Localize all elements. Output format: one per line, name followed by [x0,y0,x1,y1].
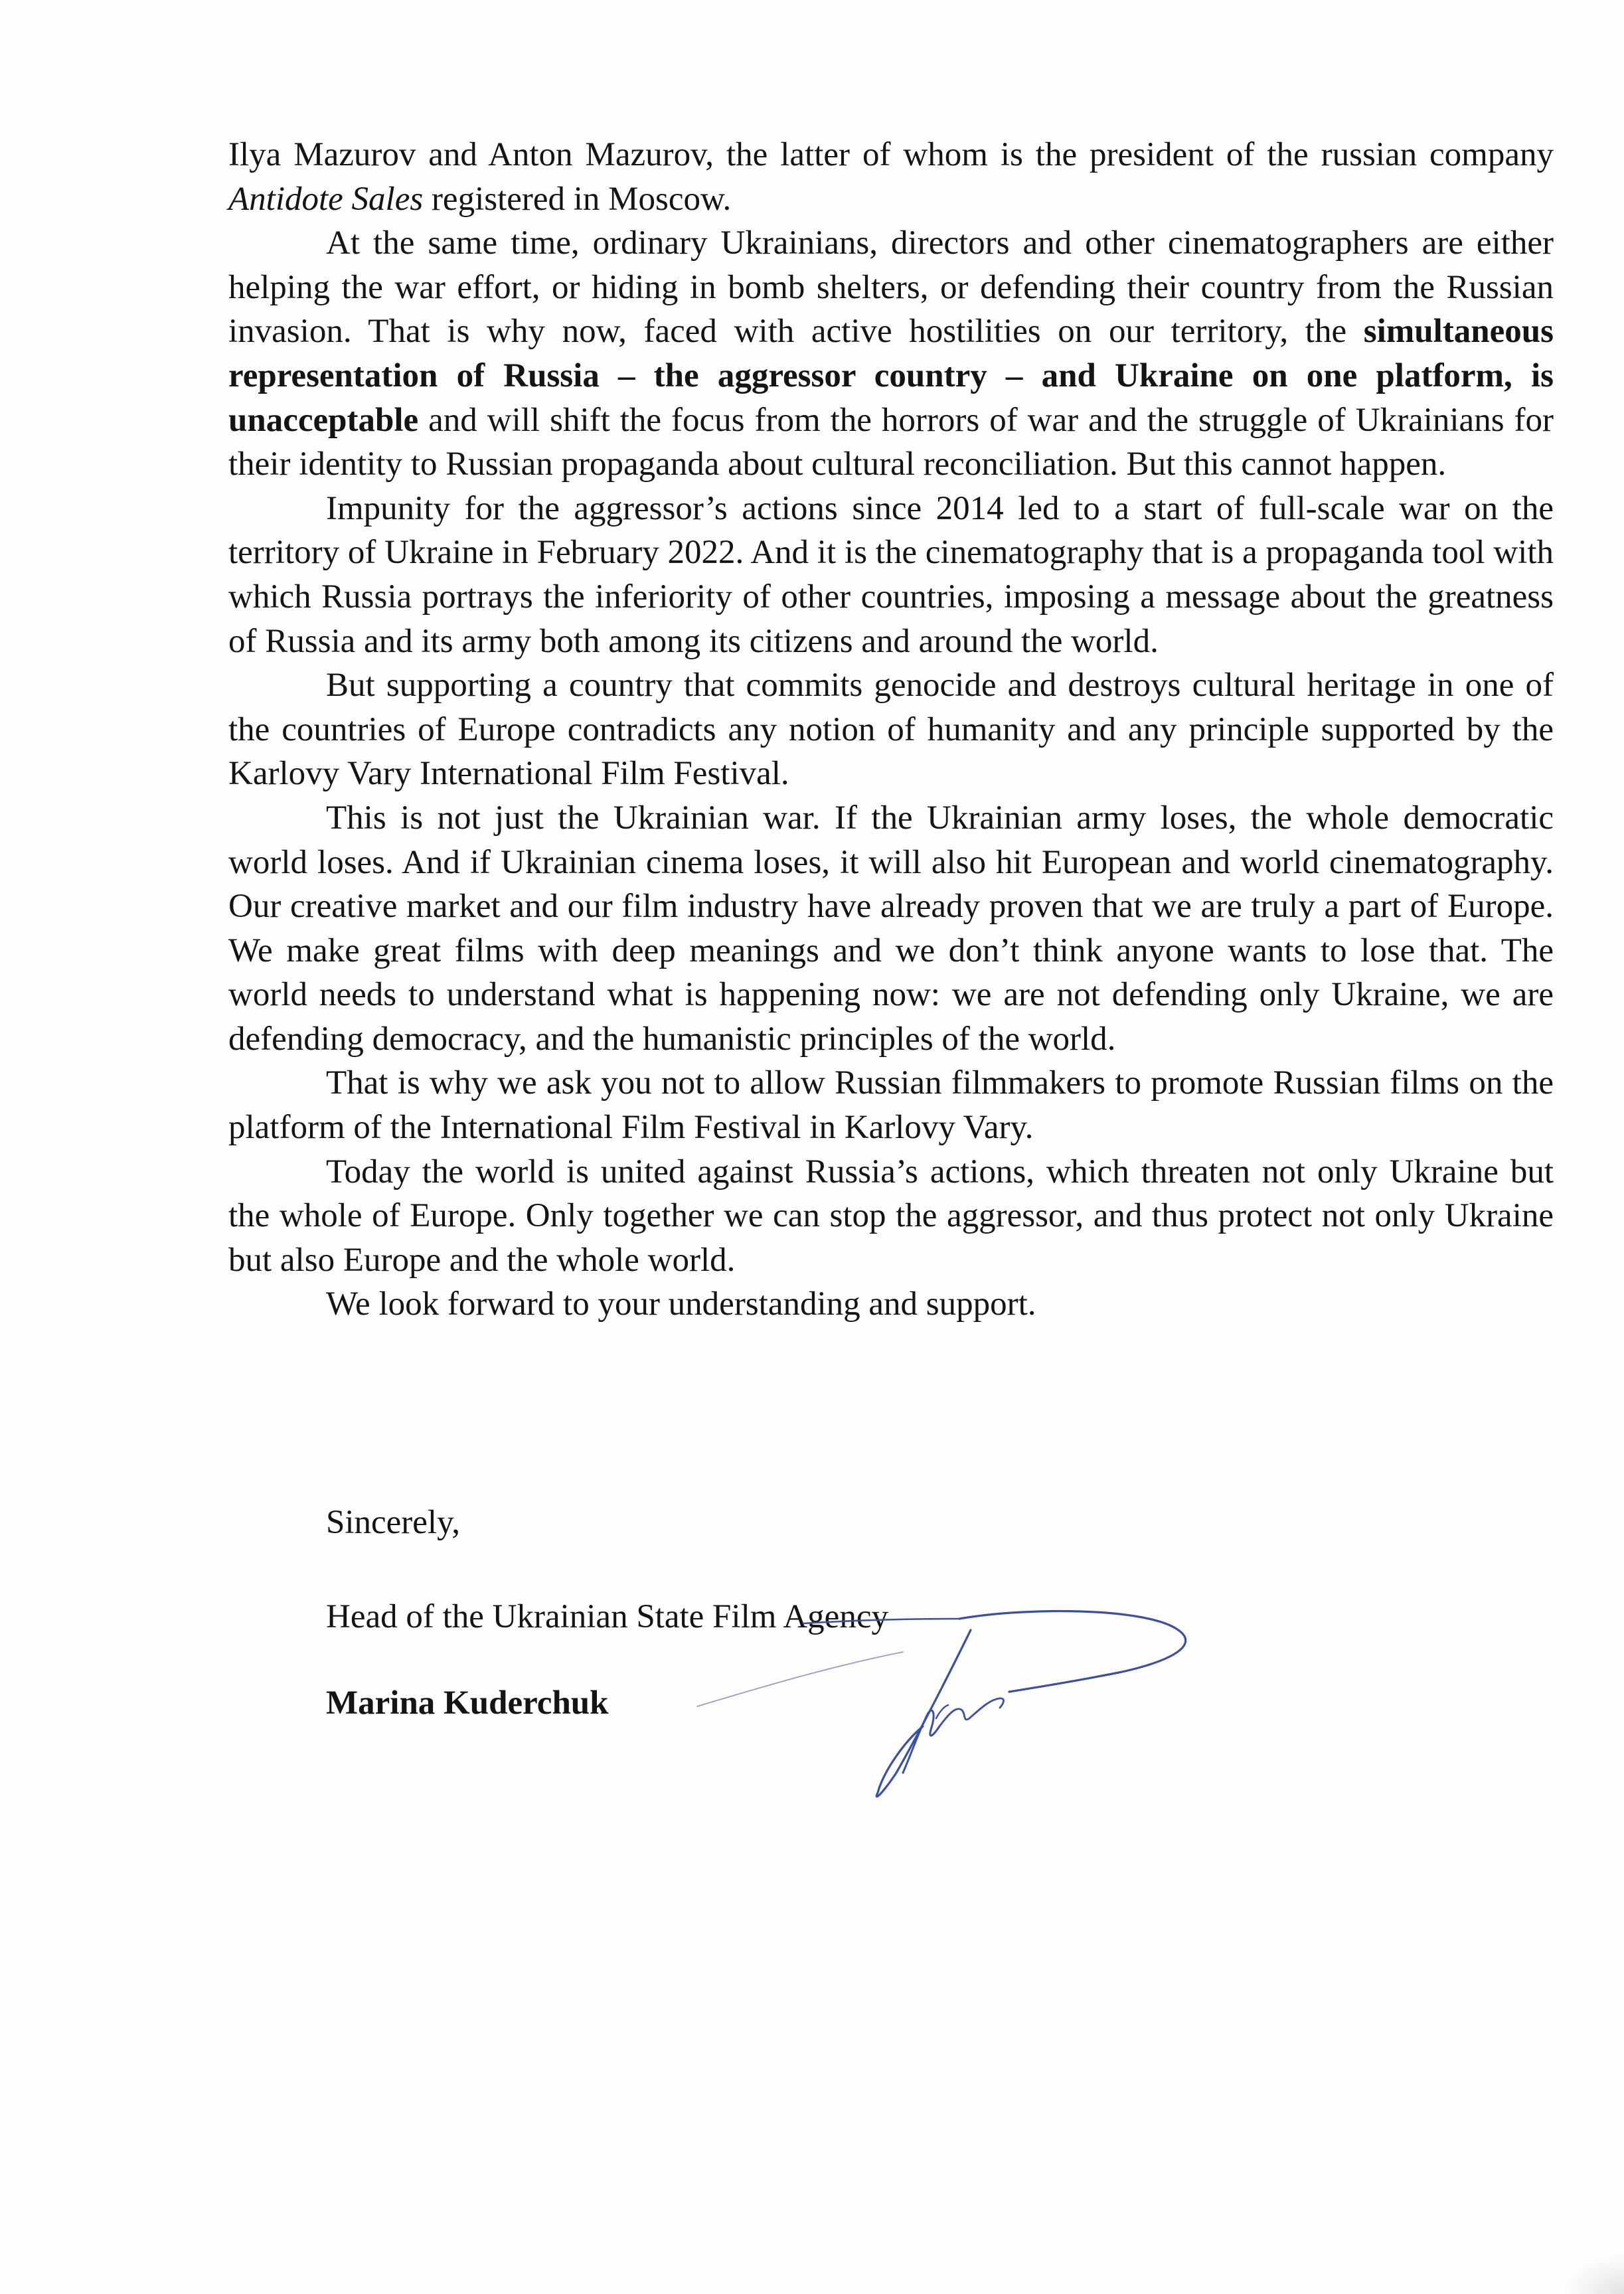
company-name: Antidote Sales [228,180,424,218]
page-corner-shadow [1564,2254,1624,2294]
paragraph-5: This is not just the Ukrainian war. If the Ukrainian army loses, the whole democratic world loses. And if Ukrainian cinema loses, it will also hit European and world cinematography. Our creative market and our film industry have already proven that we are truly a part of Europe. We make great films with deep meanings and we don’t think anyone wants to lose that. The world needs to understand what is happening now: we are not defending only Ukraine, we are defending democracy, and the humanistic principles of the world. [228,799,1554,1058]
paragraph-2: At the same time, ordinary Ukrainians, directors and other cinematographers are either helping the war effort, or hiding in bomb shelters, or defending their country from the Russian invasion. That is why now, faced with active hostilities on our territory, the simultaneous representation of Russia – the aggressor country – and Ukraine on one platform, is unacceptable and will shift the focus from the horrors of war and the struggle of Ukrainians for their identity to Russian propaganda about cultural reconciliation. But this cannot happen. [228,224,1554,483]
paragraph-7: Today the world is united against Russia’s actions, which threaten not only Ukraine but the whole of Europe. Only together we can stop the aggressor, and thus protect not only Ukraine but also Europe and the whole world. [228,1153,1554,1279]
signatory-name: Marina Kuderchuk [326,1684,609,1722]
paragraph-3: Impunity for the aggressor’s actions since 2014 led to a start of full-scale war on the territory of Ukraine in February 2022. And it is the cinematography that is a propaganda tool with which Russia portrays the inferiority of other countries, imposing a message about the greatness of Russia and its army both among its citizens and around the world. [228,489,1554,660]
signature-icon [684,1594,1202,1813]
paragraph-4: But supporting a country that commits genocide and destroys cultural heritage in one of the countries of Europe contradicts any notion of humanity and any principle supported by the Karlovy Vary International Film Festival. [228,667,1554,793]
emphasis-statement: simultaneous representation of Russia – the aggressor country – and Ukraine on one platform, is unacceptable [228,313,1554,439]
paragraph-8: We look forward to your understanding and support. [326,1285,1036,1323]
letter-body [228,133,1554,1327]
paragraph-1: Ilya Mazurov and Anton Mazurov, the latter of whom is the president of the russian company Antidote Sales registered in Moscow. [228,136,1554,218]
paragraph-6: That is why we ask you not to allow Russian filmmakers to promote Russian films on the platform of the International Film Festival in Karlovy Vary. [228,1064,1554,1147]
signatory-title: Head of the Ukrainian State Film Agency [326,1598,888,1635]
closing-salutation: Sincerely, [326,1504,461,1541]
